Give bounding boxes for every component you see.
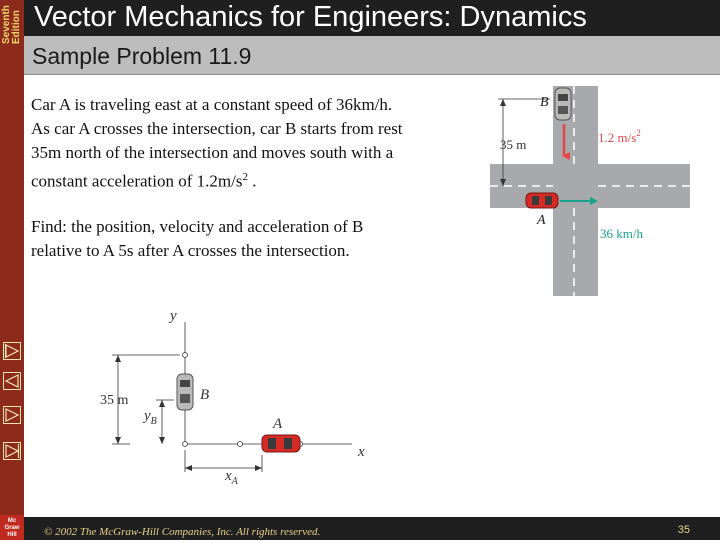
logo-line-3: Hill [7, 532, 17, 538]
yb-arrowhead-top [159, 400, 165, 407]
yb-label [142, 408, 157, 427]
problem-line-4-suffix: . [247, 171, 257, 191]
header-bar [24, 0, 720, 36]
problem-line-4 [31, 165, 491, 194]
figure-top-car-a-label: A [537, 213, 546, 228]
xa-label-sub: A [231, 476, 238, 487]
car-b-icon [555, 88, 571, 120]
nav-first-button[interactable] [3, 342, 21, 360]
nav-first-icon [4, 343, 20, 359]
edition-label [0, 0, 24, 48]
problem-line-1: Car A is traveling east at a constant speed of 36km/h. [31, 95, 393, 114]
nav-last-button[interactable] [3, 442, 21, 460]
subheader-bar [24, 36, 720, 75]
diagram-arrowhead-bottom [115, 437, 121, 444]
edition-line-2: Edition [11, 10, 22, 44]
slide-title: Sample Problem 11.9 [32, 43, 252, 69]
nav-previous-icon [4, 373, 20, 389]
find-line-2: relative to A 5s after A crosses the intersection. [31, 241, 350, 260]
page-number: 35 [677, 524, 690, 536]
yb-arrowhead-bottom [159, 437, 165, 444]
nav-previous-button[interactable] [3, 372, 21, 390]
diagram-arrowhead-top [115, 355, 121, 362]
car-a-icon [526, 193, 558, 208]
y-axis-label: y [170, 308, 177, 324]
figure-top-accel-sup: 2 [636, 128, 641, 138]
mcgraw-hill-logo [0, 515, 24, 540]
find-statement [31, 215, 481, 263]
yb-label-main: y [144, 408, 151, 424]
logo-line-2: Graw [4, 525, 20, 531]
origin-point [183, 442, 188, 447]
figure-top-accel-value: 1.2 m/s [598, 130, 637, 145]
edition-line-1: Seventh [1, 5, 12, 44]
logo-line-1: Mc [7, 518, 17, 524]
problem-line-3: 35m north of the intersection and moves south with a [31, 143, 394, 162]
diagram-car-b-label: B [200, 387, 210, 403]
x-axis-label: x [358, 444, 365, 460]
xa-label-main: x [225, 468, 232, 484]
problem-statement [31, 93, 491, 194]
y-axis-tick-top [183, 353, 188, 358]
yb-label-sub: B [150, 416, 157, 427]
problem-line-2: As car A crosses the intersection, car B starts from rest [31, 119, 403, 138]
problem-line-4-sup: 2 [242, 171, 248, 183]
figure-top-car-b-label: B [540, 95, 549, 110]
intersection-figure [490, 82, 690, 302]
copyright-text: © 2002 The McGraw-Hill Companies, Inc. All rights reserved. [44, 526, 321, 538]
diagram-distance-label: 35 m [100, 393, 129, 408]
nav-last-icon [4, 443, 20, 459]
footer-bar [24, 517, 720, 540]
figure-top-distance-label: 35 m [500, 137, 527, 152]
car-a-diagram-icon [262, 435, 300, 452]
dimension-arrowhead-top [500, 99, 506, 106]
nav-next-icon [4, 407, 20, 423]
problem-line-4-prefix: constant acceleration of 1.2m/s [31, 171, 243, 191]
find-line-1: Find: the position, velocity and acceleration of B [31, 217, 364, 236]
nav-next-button[interactable] [3, 406, 21, 424]
course-title: Vector Mechanics for Engineers: Dynamics [34, 1, 587, 33]
car-b-diagram-icon [177, 374, 193, 410]
figure-top-speed-label: 36 km/h [600, 226, 643, 241]
xa-arrowhead-right [255, 465, 262, 471]
x-axis-tick [238, 442, 243, 447]
xa-arrowhead-left [185, 465, 192, 471]
figure-top-acceleration-label [598, 128, 641, 145]
diagram-car-a-label: A [273, 416, 283, 432]
coordinate-figure [90, 300, 390, 500]
xa-label [224, 468, 239, 487]
